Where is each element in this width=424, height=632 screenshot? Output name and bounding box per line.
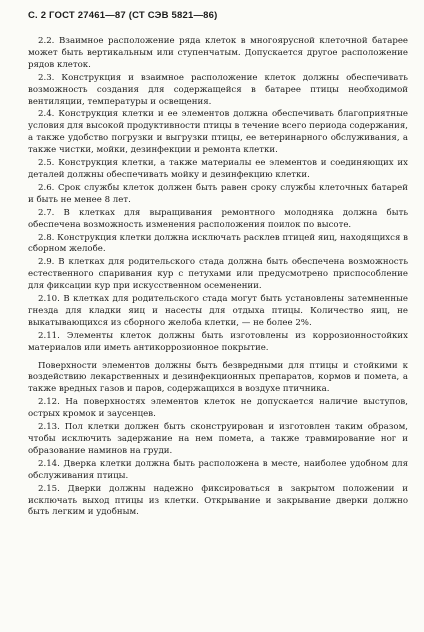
paragraph-text: 2.4. Конструкция клетки и ее элементов должна обеспечивать благоприятные условия для высокой продуктивности птицы в течение всего периода содержания, а также удобство погрузки и выгрузки птицы, ее ветеринарного обслуживания, а также чистки, мойки, дезинфекции и ремонта клетки. <box>28 109 408 156</box>
clause-2-2 <box>28 36 408 72</box>
paragraph-text: 2.9. В клетках для родительского стада должна быть обеспечена возможность естественного спаривания кур с петухами или предусмотрено приспособление для фиксации кур при искусственном осеменении. <box>28 257 408 292</box>
clause-2-6 <box>28 183 408 207</box>
clause-2-13 <box>28 422 408 458</box>
clause-2-11-surfaces <box>28 361 408 397</box>
paragraph-text: 2.8. Конструкция клетки должна исключать расклев птицей яиц, находящихся в сборном желобе. <box>28 232 408 255</box>
paragraph-text: Поверхности элементов должны быть безвредными для птицы и стойкими к воздействию лекарственных и дезинфекционных препаратов, кормов и помета, а также вредных газов и паров, содержащихся в воздухе птичника. <box>28 360 408 395</box>
paragraph-text: 2.5. Конструкция клетки, а также материалы ее элементов и соединяющих их деталей должны обеспечивать мойку и дезинфекцию клетки. <box>28 158 408 180</box>
clause-2-12 <box>28 397 408 421</box>
paragraph-text: 2.10. В клетках для родительского стада могут быть установлены затемненные гнезда для кладки яиц и насесты для отдыха птицы. Количество яиц, не выкатывающихся из сборного желоба клетки, — не более 2%. <box>28 294 408 328</box>
document-body <box>28 36 408 519</box>
paragraph-text: 2.6. Срок службы клеток должен быть равен сроку службы клеточных батарей и быть не менее 8 лет. <box>28 182 408 205</box>
paragraph-text: 2.15. Дверки должны надежно фиксироваться в закрытом положении и исключать выход птицы из клетки. Открывание и закрывание дверки должно быть легким и удобным. <box>28 483 408 518</box>
paragraph-text: 2.12. На поверхностях элементов клеток не допускается наличие выступов, острых кромок и заусенцев. <box>28 397 408 420</box>
clause-2-8 <box>28 233 408 257</box>
clause-2-5 <box>28 158 408 182</box>
clause-2-7 <box>28 208 408 232</box>
page-header: С. 2 ГОСТ 27461—87 (СТ СЭВ 5821—86) <box>28 10 218 21</box>
clause-2-9 <box>28 257 408 293</box>
clause-2-14 <box>28 459 408 483</box>
paragraph-text: 2.7. В клетках для выращивания ремонтного молодняка должна быть обеспечена возможность изменения расположения поилок по высоте. <box>28 207 408 230</box>
paragraph-text: 2.14. Дверка клетки должна быть расположена в месте, наиболее удобном для обслуживания птицы. <box>28 458 408 481</box>
clause-2-11 <box>28 331 408 355</box>
clause-2-10 <box>28 294 408 330</box>
paragraph-text: 2.13. Пол клетки должен быть сконструирован и изготовлен таким образом, чтобы исключить задержание на нем помета, а также травмирование ног и образование наминов на груди. <box>28 422 408 456</box>
paragraph-text: 2.11. Элементы клеток должны быть изготовлены из коррозионностойких материалов или иметь антикоррозионное покрытие. <box>28 330 408 353</box>
clause-2-3 <box>28 73 408 109</box>
paragraph-text: 2.2. Взаимное расположение ряда клеток в многоярусной клеточной батарее может быть вертикальным или ступенчатым. Допускается другое расположение рядов клеток. <box>28 36 408 70</box>
clause-2-15 <box>28 484 408 520</box>
paragraph-text: 2.3. Конструкция и взаимное расположение клеток должны обеспечивать возможность создания для содержащейся в батарее птицы необходимой вентиляции, температуры и освещения. <box>28 72 408 107</box>
clause-2-4 <box>28 109 408 157</box>
